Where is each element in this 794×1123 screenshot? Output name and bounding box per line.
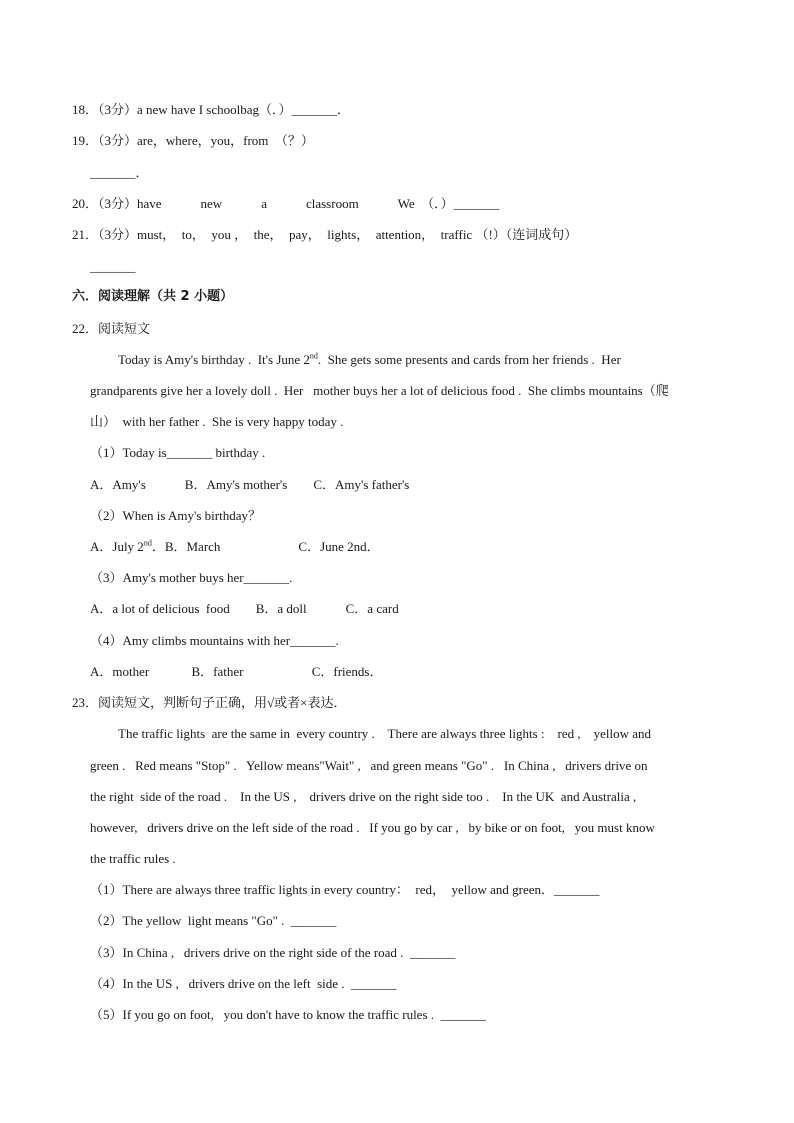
passage-text: . She gets some presents and cards from her friends . Her bbox=[317, 352, 621, 367]
passage-23-line-1: The traffic lights are the same in every country . There are always three lights : red , yellow and bbox=[118, 726, 652, 741]
question-19-blank: _______． bbox=[90, 165, 149, 180]
question-22-title: 22．阅读短文 bbox=[72, 321, 151, 336]
question-21-blank: _______ bbox=[90, 259, 136, 274]
passage-22-line-2: grandparents give her a lovely doll . Her mother buys her a lot of delicious food . She climbs mountains（爬 bbox=[90, 383, 669, 398]
question-23-title: 23．阅读短文，判断句子正确，用√或者×表达． bbox=[72, 695, 347, 710]
superscript: nd bbox=[143, 538, 152, 548]
passage-22-line-1 bbox=[118, 351, 621, 369]
question-22-1: （1）Today is_______ birthday . bbox=[90, 445, 266, 460]
question-22-2-options bbox=[90, 538, 380, 556]
option-text: ．B．March C．June 2nd． bbox=[151, 539, 380, 554]
question-23-5: （5）If you go on foot, you don't have to know the traffic rules . _______ bbox=[90, 1007, 487, 1022]
passage-22-line-3: 山） with her father . She is very happy today . bbox=[90, 414, 344, 429]
passage-23-line-2: green . Red means "Stop" . Yellow means"Wait" , and green means "Go" . In China , drivers drive on bbox=[90, 758, 648, 773]
question-23-2: （2）The yellow light means "Go" . _______ bbox=[90, 913, 337, 928]
question-22-3-options: A．a lot of delicious food B．a doll C．a card bbox=[90, 601, 399, 616]
passage-23-line-4: however, drivers drive on the left side of the road . If you go by car , by bike or on foot, you must know bbox=[90, 820, 655, 835]
question-20: 20．（3分）have new a classroom We （．）_______ bbox=[72, 196, 500, 211]
question-19: 19．（3分）are，where，you，from （？） bbox=[72, 133, 314, 148]
section-heading: 六．阅读理解（共 2 小题） bbox=[72, 289, 234, 304]
passage-23-line-3: the right side of the road . In the US , drivers drive on the right side too . In the UK and Australia , bbox=[90, 789, 637, 804]
question-23-3: （3）In China , drivers drive on the right side of the road . _______ bbox=[90, 945, 456, 960]
question-22-4: （4）Amy climbs mountains with her_______. bbox=[90, 633, 339, 648]
question-22-1-options: A．Amy's B．Amy's mother's C．Amy's father's bbox=[90, 477, 410, 492]
passage-text: Today is Amy's birthday . It's June 2 bbox=[118, 352, 310, 367]
superscript: nd bbox=[309, 351, 318, 361]
question-23-1: （1）There are always three traffic lights in every country： red， yellow and green．_______ bbox=[90, 882, 600, 897]
option-text: A．July 2 bbox=[90, 539, 144, 554]
question-22-2: （2）When is Amy's birthday？ bbox=[90, 508, 261, 523]
question-22-3: （3）Amy's mother buys her_______. bbox=[90, 570, 293, 585]
question-23-4: （4）In the US , drivers drive on the left side . _______ bbox=[90, 976, 397, 991]
question-22-4-options: A．mother B．father C．friends． bbox=[90, 664, 383, 679]
passage-23-line-5: the traffic rules . bbox=[90, 851, 176, 866]
question-21: 21．（3分）must， to， you ， the， pay， lights， attention， traffic （!）（连词成句） bbox=[72, 227, 578, 242]
question-18: 18．（3分）a new have I schoolbag（．）_______． bbox=[72, 102, 351, 117]
